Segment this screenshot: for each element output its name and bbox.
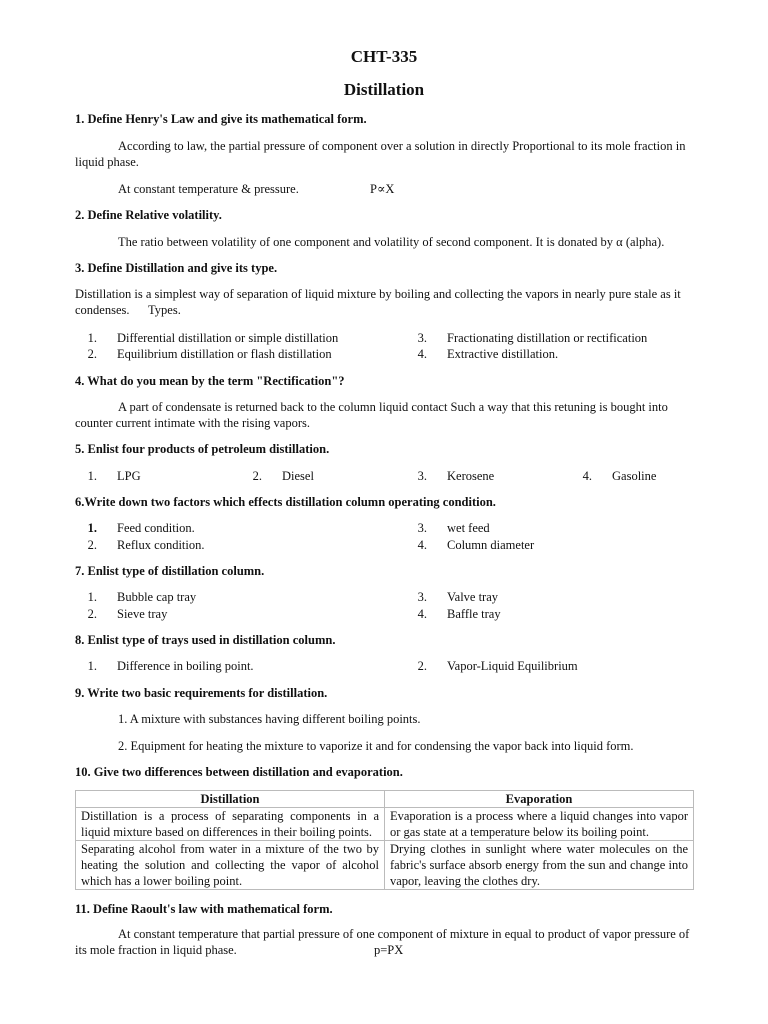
question-4: 4. What do you mean by the term "Rectification"? [75,374,345,388]
question-6: 6.Write down two factors which effects distillation column operating condition. [75,495,496,509]
types-label: Types. [148,303,181,317]
table-cell: Evaporation is a process where a liquid changes into vapor or gas state at a temperature below its boiling point. [385,808,694,841]
question-7: 7. Enlist type of distillation column. [75,564,265,578]
list-item: 1. LPG [87,469,141,483]
question-11: 11. Define Raoult's law with mathematical form. [75,902,333,916]
table-cell: Drying clothes in sunlight where water molecules on the fabric's surface absorb energy from the sun and change into vapor, leaving the clothes dry. [385,841,694,890]
list-item: 3. Valve tray [417,590,499,604]
table-header-row [76,791,694,808]
list-item: 3. wet feed [417,521,490,535]
answer-3 [75,286,695,318]
table-row [76,808,694,841]
list-item: 2. Reflux condition. [87,538,205,552]
question-8: 8. Enlist type of trays used in distillation column. [75,633,336,647]
question-9: 9. Write two basic requirements for distillation. [75,686,328,700]
table-cell: Separating alcohol from water in a mixture of the two by heating the solution and collecting the vapor of alcohol which has a lower boiling point. [76,841,385,890]
requirement-item: 2. Equipment for heating the mixture to vaporize it and for condensing the vapor back into liquid form. [118,739,634,753]
list-item: 3. Fractionating distillation or rectification [417,331,648,345]
question-1: 1. Define Henry's Law and give its mathematical form. [75,112,367,126]
list-item: 4. Column diameter [417,538,535,552]
table-row [76,841,694,890]
question-3: 3. Define Distillation and give its type. [75,261,278,275]
list-item: 2. Equilibrium distillation or flash distillation [87,347,332,361]
comparison-table [75,790,694,890]
list-item: 1. Difference in boiling point. [87,659,254,673]
list-item: 2. Sieve tray [87,607,168,621]
column-header-evaporation: Evaporation [385,791,694,808]
list-item: 2. Diesel [252,469,314,483]
question-2: 2. Define Relative volatility. [75,208,222,222]
course-code: CHT-335 [350,47,418,66]
list-item: 1. Feed condition. [87,521,195,535]
list-item: 4. Gasoline [582,469,657,483]
table-cell: Distillation is a process of separating components in a liquid mixture based on differences in their boiling points. [76,808,385,841]
question-10: 10. Give two differences between distillation and evaporation. [75,765,403,779]
answer-1-condition: At constant temperature & pressure. [118,182,299,196]
list-item: 4. Extractive distillation. [417,347,559,361]
answer-1: According to law, the partial pressure of component over a solution in directly Proportional to its mole fraction in liquid phase. [75,139,686,169]
list-item: 2. Vapor-Liquid Equilibrium [417,659,578,673]
question-5: 5. Enlist four products of petroleum distillation. [75,442,330,456]
henry-formula: P∝X [370,182,395,196]
answer-11-text: At constant temperature that partial pressure of one component of mixture in equal to product of vapor pressure of its mole fraction in liquid phase. [75,927,690,957]
list-item: 1. Bubble cap tray [87,590,197,604]
answer-3-text: Distillation is a simplest way of separation of liquid mixture by boiling and collecting the vapors in nearly pure stale as it condenses. [75,287,681,317]
requirement-item: 1. A mixture with substances having different boiling points. [118,712,421,726]
column-header-distillation: Distillation [76,791,385,808]
list-item: 3. Kerosene [417,469,495,483]
answer-2: The ratio between volatility of one component and volatility of second component. It is donated by α (alpha). [118,235,665,249]
answer-4: A part of condensate is returned back to the column liquid contact Such a way that this retuning is bought into counter current intimate with the rising vapors. [75,400,668,430]
raoult-formula: p=PX [370,942,403,958]
list-item: 1. Differential distillation or simple distillation [87,331,339,345]
list-item: 4. Baffle tray [417,607,501,621]
page-title: Distillation [343,80,425,99]
